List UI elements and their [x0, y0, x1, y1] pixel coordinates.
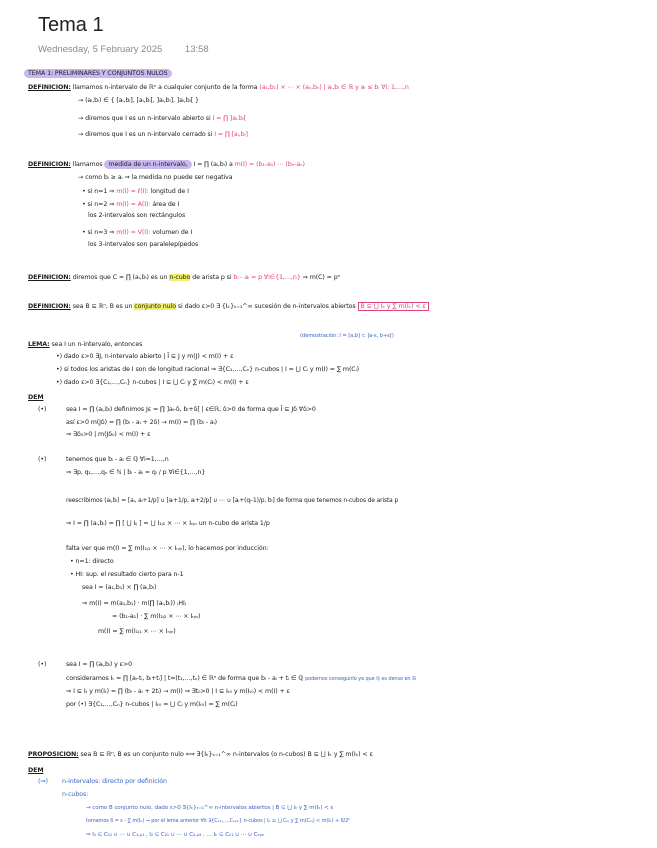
- def1-pink3: I = ∏ ]aᵢ,bᵢ[: [212, 115, 247, 122]
- dem3-text2: consideramos Iₜ = ∏ [aᵢ-tᵢ, bᵢ+tᵢ] | t=(t₁,…,tₙ) ∈ ℝⁿ de forma que bᵢ - aᵢ + tᵢ ∈ ℚ: [66, 675, 304, 682]
- def1-line3: [78, 115, 246, 123]
- dem1-line2: así ε>0 m(Jδ) = ∏ (bᵢ - aᵢ + 2δ) → m(I) = ∏ (bᵢ - aᵢ): [66, 419, 218, 426]
- def4-pink1: B ⊆ ⋃ Iₖ y ∑ m(Iₖ) < ε: [358, 302, 429, 311]
- dem1-line3: ⇒ ∃δ₀>0 | m(Jδ₀) < m(I) + ε: [66, 431, 151, 438]
- def2-text3: • si n=1 ⇒: [82, 188, 115, 195]
- prop-line1: [28, 751, 373, 759]
- lema-note: (demostración: I = [a,b] ⊂ ]a-ε, b+ε[): [300, 333, 394, 339]
- def2-line3: [82, 188, 189, 196]
- def4-text1a: sea B ⊆ ℝⁿ, B es un: [72, 303, 133, 310]
- def2-text6b: volumen de I: [152, 229, 193, 236]
- def1-line2: → (aᵢ,bᵢ) ∈ { [aᵢ,bᵢ], [aᵢ,bᵢ[, ]aᵢ,bᵢ], ]aᵢ,bᵢ[ }: [78, 97, 199, 104]
- def3-label: DEFINICION:: [28, 274, 71, 281]
- def2-line6: [82, 229, 192, 237]
- def3-line1: [28, 274, 340, 282]
- dem3-line2: [66, 675, 416, 683]
- def1-text1: llamamos n-intervalo de ℝⁿ a cualquier conjunto de la forma: [72, 84, 258, 91]
- lema-line1: •) dado ε>0 ∃J, n-intervalo abierto | Ī ⊆ J y m(J) < m(I) + ε: [56, 353, 234, 360]
- def2-label: DEFINICION:: [28, 161, 71, 168]
- prop-text1: sea B ⊆ ℝⁿ, B es un conjunto nulo ⟺ ∃{Iₖ}ₖ₌₁^∞ n-intervalos (o n-cubos): [80, 751, 306, 758]
- def4-text1b: si dado ε>0 ∃ {Iₖ}ₖ₌₁^∞ sucesión de n-intervalos abiertos: [177, 303, 356, 310]
- def1-pink1: (a₁,b₁) × ⋯ × (aₙ,bₙ) | aᵢ,bᵢ ∈ ℝ y aᵢ ≤ bᵢ ∀i: 1,…,n: [259, 84, 409, 91]
- dem4-line4: tomamos δ = ε - ∑ m(Iₖ) ⇒ por el lema anterior ∀k ∃{Cₖ₁,…,Cₖₚₖ} n-cubos | Iₖ ⊆ ⋃ Cₖⱼ y ∑ m(Cₖⱼ) < m(Iₖ) + δ/2ᵏ: [86, 818, 351, 824]
- dem2-line5: falta ver que m(I) = ∑ m(I₁ⱼ₁ × ⋯ × Iₙⱼₙ), lo hacemos por inducción:: [66, 545, 269, 552]
- dem4-label-row: [28, 767, 44, 775]
- dem1-line1: sea I = ∏ (aᵢ,bᵢ) definimos Jε = ∏ ]aᵢ-δ, bᵢ+δ[ | ε∈ℝ, δ>0 de forma que Ī ⊆ Jδ ∀δ>0: [66, 406, 316, 413]
- def2-text4b: área de I: [152, 201, 180, 208]
- lema-text0: sea I un n-intervalo, entonces: [51, 341, 143, 348]
- def4-label: DEFINICION:: [28, 303, 71, 310]
- def2-pink3: m(I) = ℓ(I):: [116, 188, 149, 195]
- def2-text3b: longitud de I: [150, 188, 189, 195]
- dem2-line2: ⇒ ∃p, q₁,…,qₙ ∈ ℕ | bᵢ - aᵢ = qᵢ / p ∀i∈{1,…,n}: [66, 469, 206, 476]
- def3-text1b: de arista p si: [192, 274, 232, 281]
- def1-line1: [28, 84, 409, 92]
- page-meta: [38, 44, 209, 55]
- dem2-line3: reescribimos (aᵢ,bᵢ) = [aᵢ, aᵢ+1/p] ∪ [aᵢ+1/p, aᵢ+2/p] ∪ ⋯ ∪ [aᵢ+(qᵢ-1)/p, bᵢ] de forma que tenemos n-cubos de arista p: [66, 498, 399, 504]
- dem4-line5: ⇒ I₁ ⊆ C₁₁ ∪ ⋯ ∪ C₁,ₚ₁ , I₂ ⊆ C₂₁ ∪ ⋯ ∪ C₂,ₚ₂ , … Iₖ ⊆ Cₖ₁ ∪ ⋯ ∪ Cₖₚₖ: [86, 832, 265, 838]
- dem3-num: (•): [38, 661, 47, 668]
- def4-highlight: conjunto nulo: [134, 303, 176, 310]
- def2-text1b: I = ∏ (aᵢ,bᵢ) a: [193, 161, 233, 168]
- def1-text4: → diremos que I es un n-intervalo cerrado si: [78, 131, 213, 138]
- def4-line1: [28, 303, 429, 311]
- dem3-line1: sea I = ∏ (aᵢ,bᵢ) y ε>0: [66, 661, 133, 668]
- dem2-line9: ⇒ m(I) = m(a₁,b₁) · m(∏ (aᵢ,bᵢ)) ₍HI₎: [82, 600, 187, 607]
- def1-line4: [78, 131, 248, 139]
- def2-line5: los 2-intervalos son rectángulos: [88, 212, 186, 219]
- lema-line0: [28, 341, 142, 349]
- def2-pink6: m(I) = V(I):: [116, 229, 151, 236]
- lema-line3: •) dado ε>0 ∃{C₁,…,Cₙ} n-cubos | I ⊆ ⋃ Cᵢ y ∑ m(Cᵢ) < m(I) + ε: [56, 379, 249, 386]
- tema-heading-text: TEMA 1: PRELIMINARES Y CONJUNTOS NULOS: [24, 69, 172, 78]
- prop-label: PROPOSICION:: [28, 751, 79, 758]
- def2-pink1: m(I) = (b₁-a₁) ⋯ (bₙ-aₙ): [234, 161, 305, 168]
- dem4-label: DEM: [28, 767, 44, 774]
- dem4-line3: → como B conjunto nulo, dado ε>0 ∃{Iₖ}ₖ₌₁^∞ n-intervalos abiertos | B ⊆ ⋃ Iₖ y ∑ m(Iₖ) < ε: [86, 805, 334, 811]
- def3-text1a: diremos que C = ∏ (aᵢ,bᵢ) es un: [72, 274, 168, 281]
- dem4-num: (⇒): [38, 778, 48, 785]
- page-title: Tema 1: [38, 14, 104, 36]
- def2-text4: • si n=2 ⇒: [82, 201, 115, 208]
- dem3-line4: por (•) ∃{C₁,…,Cₙ} n-cubos | Iₜ₀ = ⋃ Cⱼ y m(Iₜ₀) = ∑ m(Cⱼ): [66, 701, 238, 708]
- dem4-line1: n-intervalos: directo por definición: [62, 778, 167, 785]
- dem2-num: (•): [38, 456, 47, 463]
- dem2-line4: ⇒ I = ∏ (aᵢ,bᵢ) = ∏ [ ⋃ Iᵢⱼ ] = ⋃ I₁ⱼ₁ × ⋯ × Iₙⱼₙ un n-cubo de arista 1/p: [66, 520, 270, 527]
- dem2-line6: • n=1: directo: [70, 558, 114, 565]
- page-time: 13:58: [184, 44, 209, 55]
- def3-highlight: n-cubo: [169, 274, 191, 281]
- dem1-label: DEM: [28, 394, 44, 401]
- dem2-line11: m(I) = ∑ m(I₁ⱼ₁ × ⋯ × Iₙⱼₙ): [98, 628, 176, 635]
- dem2-line10: = (b₁-a₁) · ∑ m(I₂ⱼ₂ × ⋯ × Iₙⱼₙ): [112, 613, 201, 620]
- lema-line2: •) si todos los aristas de I son de longitud racional ⇒ ∃{C₁,…,Cₙ} n-cubos | I = ⋃ Cᵢ y m(I) = ∑ m(Cᵢ): [56, 366, 359, 373]
- def1-label: DEFINICION:: [28, 84, 71, 91]
- dem2-line7: • HI: sup. el resultado cierto para n-1: [70, 571, 184, 578]
- def2-line4: [82, 201, 179, 209]
- dem1-num: (•): [38, 406, 47, 413]
- dem2-line8: sea I = (a₁,b₁) × ∏ (aᵢ,bᵢ): [82, 584, 157, 591]
- dem1-label-row: [28, 394, 44, 402]
- def3-pink1: bᵢ - aᵢ = p ∀i∈{1,…,n}: [233, 274, 301, 281]
- def2-highlight: medida de un n-intervalo,: [104, 160, 191, 169]
- def2-line7: los 3-intervalos son paralelepípedos: [88, 241, 199, 248]
- dem3-line3: ⇒ I ⊆ Iₜ y m(Iₜ) = ∏ (bᵢ - aᵢ + 2tᵢ) → m(I) ⇒ ∃t₀>0 | I ⊆ Iₜ₀ y m(Iₜ₀) < m(I) + ε: [66, 688, 290, 695]
- def2-line2: → como bᵢ ≥ aᵢ ⇒ la medida no puede ser negativa: [78, 174, 233, 181]
- def2-pink4: m(I) = A(I):: [116, 201, 151, 208]
- def3-text1c: ⇒ m(C) = pⁿ: [302, 274, 341, 281]
- lema-label: LEMA:: [28, 341, 50, 348]
- tema-heading: [24, 70, 172, 78]
- dem3-note: podemos conseguirlo ya que ℚ es denso en ℝ: [305, 676, 416, 682]
- def2-line1: [28, 161, 305, 169]
- prop-text1p: B ⊆ ⋃ Iₖ y ∑ m(Iₖ) < ε: [307, 751, 373, 758]
- def1-pink4: I = ∏ [aᵢ,bᵢ]: [214, 131, 248, 138]
- page-date: Wednesday, 5 February 2025: [38, 44, 163, 55]
- def2-text1a: llamamos: [72, 161, 103, 168]
- dem2-line1: tenemos que bᵢ - aᵢ ∈ ℚ ∀i=1,…,n: [66, 456, 169, 463]
- def2-text6: • si n=3 ⇒: [82, 229, 115, 236]
- dem4-line2: n-cubos:: [62, 791, 89, 798]
- def1-text3: → diremos que I es un n-intervalo abierto si: [78, 115, 211, 122]
